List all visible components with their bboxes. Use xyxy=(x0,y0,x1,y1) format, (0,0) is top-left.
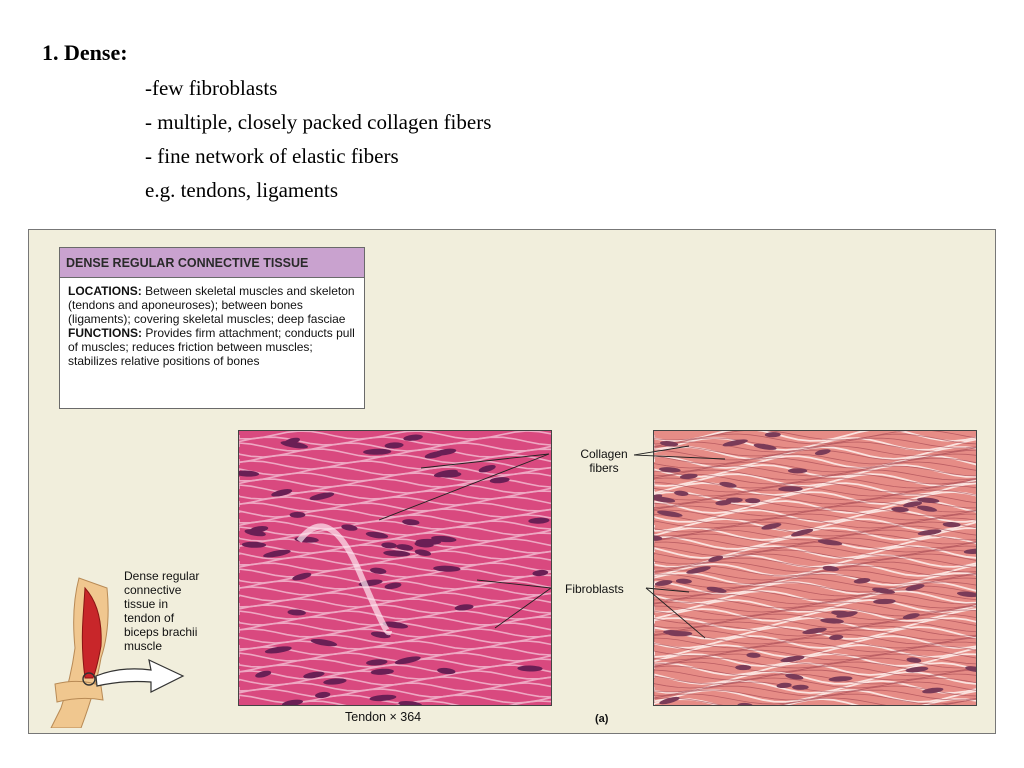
arm-caption-line6: muscle xyxy=(124,639,163,653)
arm-caption-line3: tissue in xyxy=(124,597,169,611)
functions-text: Provides firm attachment; conducts pull of muscles; reduces friction between muscles; stabilizes relative positions of bones xyxy=(68,326,355,368)
bullet-examples: e.g. tendons, ligaments xyxy=(145,178,339,202)
arm-caption xyxy=(124,569,199,653)
collagen-fibers-label xyxy=(574,447,634,475)
info-box-title: DENSE REGULAR CONNECTIVE TISSUE xyxy=(60,248,364,278)
micrograph-image xyxy=(239,431,552,706)
slide-heading: 1. Dense: xyxy=(42,40,128,65)
tendon-micrograph xyxy=(238,430,552,706)
info-box-body xyxy=(60,278,364,374)
bullet-collagen-fibers: - multiple, closely packed collagen fibers xyxy=(145,110,492,134)
illustration-image xyxy=(654,431,977,706)
arm-caption-line5: biceps brachii xyxy=(124,625,198,639)
collagen-label-line1: Collagen xyxy=(580,447,628,461)
fibroblasts-label: Fibroblasts xyxy=(565,582,624,596)
arm-caption-line1: Dense regular xyxy=(124,569,200,583)
arm-caption-line4: tendon of xyxy=(124,611,175,625)
locations-label: LOCATIONS: xyxy=(68,284,142,298)
tendon-illustration xyxy=(653,430,977,706)
collagen-label-line2: fibers xyxy=(589,461,619,475)
tissue-figure xyxy=(28,229,996,734)
tissue-info-box xyxy=(59,247,365,409)
functions-label: FUNCTIONS: xyxy=(68,326,142,340)
magnification-caption: Tendon × 364 xyxy=(345,710,422,724)
bullet-few-fibroblasts: -few fibroblasts xyxy=(145,76,278,100)
locations-text: Between skeletal muscles and skeleton (tendons and aponeuroses); between bones (ligaments); covering skeletal muscles; deep fasciae xyxy=(68,284,355,326)
panel-label: (a) xyxy=(595,713,609,725)
bullet-elastic-fibers: - fine network of elastic fibers xyxy=(145,144,399,168)
arm-caption-line2: connective xyxy=(124,583,182,597)
